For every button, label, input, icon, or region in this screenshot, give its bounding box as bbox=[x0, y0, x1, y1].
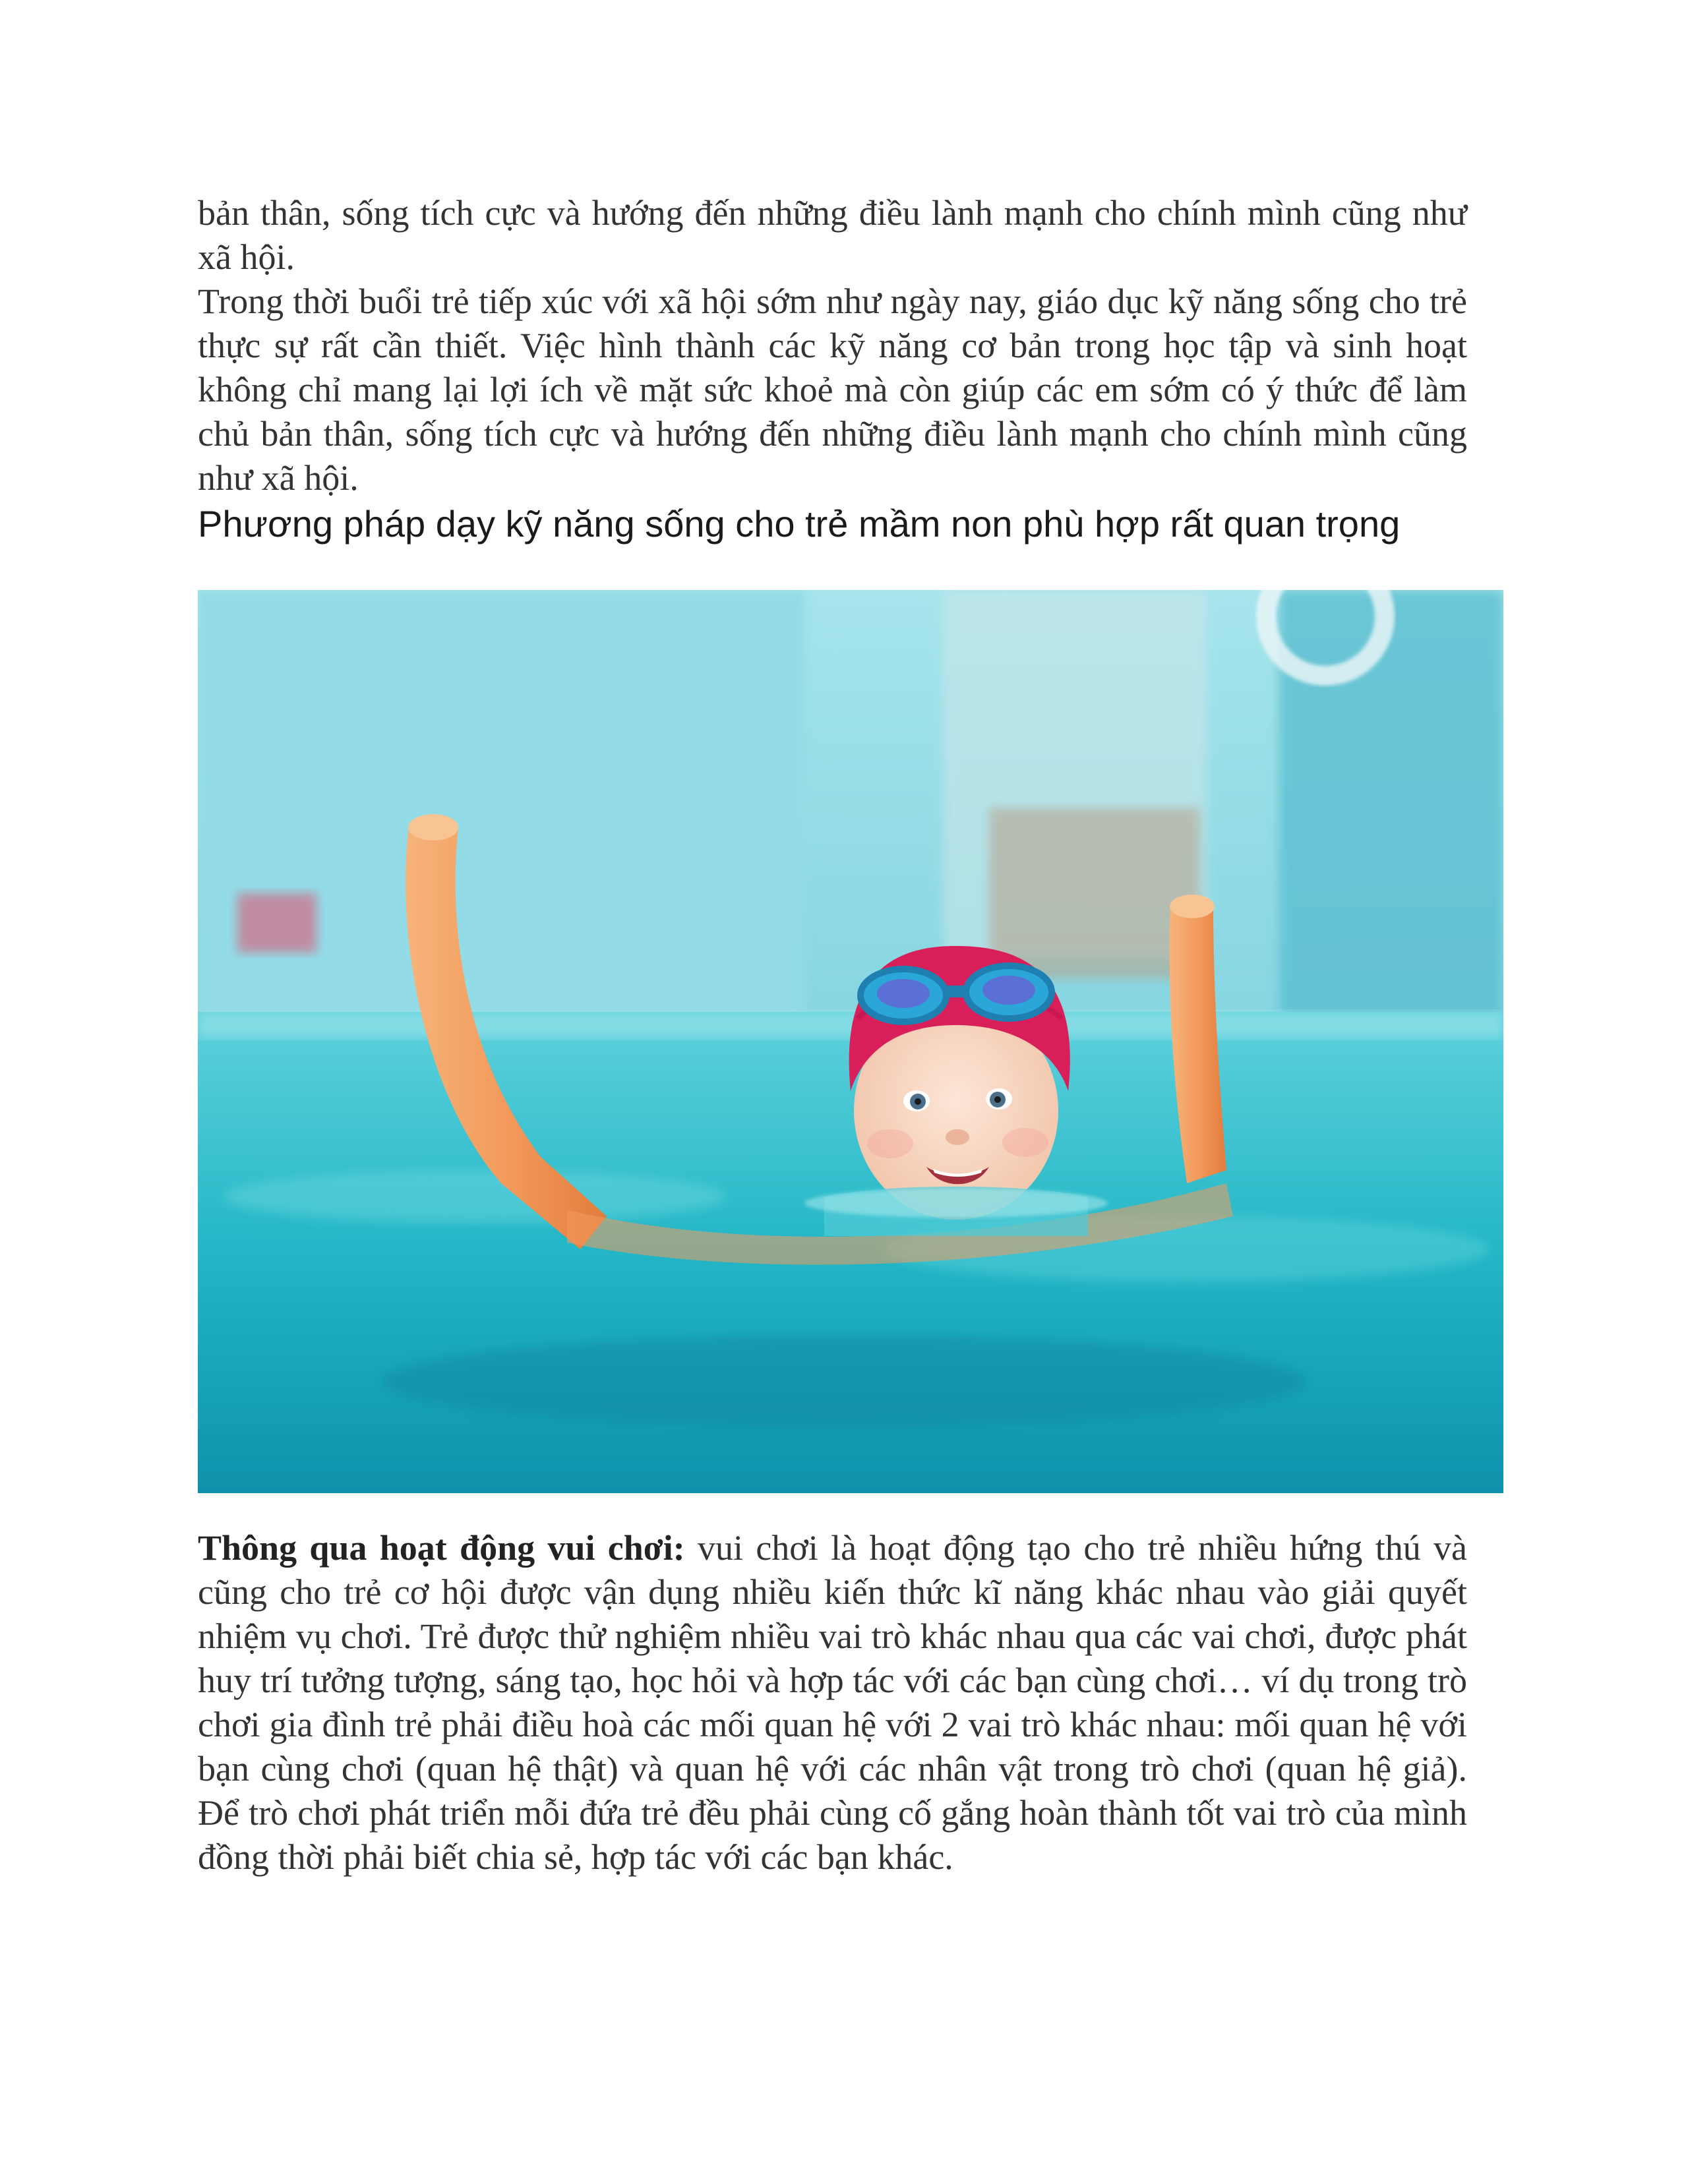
child-swimming-photo bbox=[198, 590, 1503, 1493]
intro-text bbox=[198, 191, 1467, 500]
paragraph-body: vui chơi là hoạt động tạo cho trẻ nhiều hứng thú và cũng cho trẻ cơ hội được vận dụng nhiều kiến thức kĩ năng khác nhau vào giải quyết nhiệm vụ chơi. Trẻ được thử nghiệm nhiều vai trò khác nhau qua các vai chơi, được phát huy trí tưởng tượng, sáng tạo, học hỏi và hợp tác với các bạn cùng chơi… ví dụ trong trò chơi gia đình trẻ phải điều hoà các mối quan hệ với 2 vai trò khác nhau: mối quan hệ với bạn cùng chơi (quan hệ thật) và quan hệ với các nhân vật trong trò chơi (quan hệ giả). Để trò chơi phát triển mỗi đứa trẻ đều phải cùng cố gắng hoàn thành tốt vai trò của mình đồng thời phải biết chia sẻ, hợp tác với các bạn khác. bbox=[198, 1528, 1467, 1877]
paragraph-2: Trong thời buổi trẻ tiếp xúc với xã hội sớm như ngày nay, giáo dục kỹ năng sống cho trẻ thực sự rất cần thiết. Việc hình thành các kỹ năng cơ bản trong học tập và sinh hoạt không chỉ mang lại lợi ích về mặt sức khoẻ mà còn giúp các em sớm có ý thức để làm chủ bản thân, sống tích cực và hướng đến những điều lành mạnh cho chính mình cũng như xã hội. bbox=[198, 281, 1467, 498]
paragraph-1: bản thân, sống tích cực và hướng đến những điều lành mạnh cho chính mình cũng như xã hội. bbox=[198, 193, 1467, 277]
section-heading: Phương pháp dạy kỹ năng sống cho trẻ mầm non phù hợp rất quan trọng bbox=[198, 503, 1401, 545]
section-text bbox=[198, 1526, 1467, 1879]
activity-paragraph bbox=[198, 1526, 1467, 1879]
paragraph-lead: Thông qua hoạt động vui chơi: bbox=[198, 1528, 685, 1568]
